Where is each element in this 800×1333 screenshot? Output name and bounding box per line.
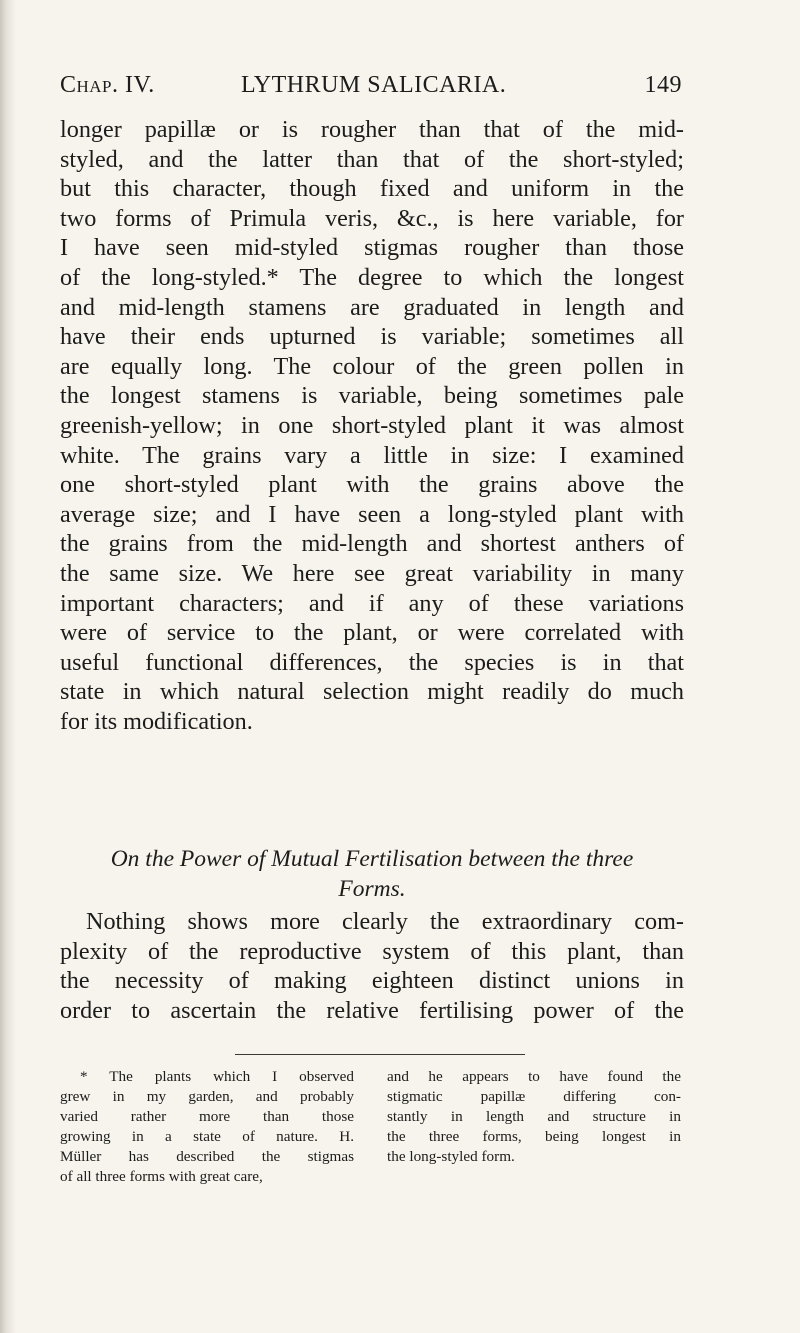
footnote-line: the three forms, being longest in [387, 1128, 681, 1145]
text-line: are equally long. The colour of the green pollen in [60, 352, 684, 380]
text-line: I have seen mid-styled stigmas rougher than those [60, 234, 684, 262]
text-line: Nothing shows more clearly the extraordinary com- [86, 908, 684, 935]
text-line: the same size. We here see great variability in many [60, 559, 684, 587]
footnote-left-column [60, 1067, 354, 1187]
text-line: greenish-yellow; in one short-styled plant it was almost [60, 411, 684, 439]
text-line: have their ends upturned is variable; sometimes all [60, 323, 684, 351]
footnote-right-column [387, 1067, 681, 1167]
footnote-line: stantly in length and structure in [387, 1108, 681, 1125]
footnote-line: * The plants which I observed [80, 1068, 354, 1085]
page-number: 149 [644, 72, 682, 98]
text-line: styled, and the latter than that of the short-styled; [60, 145, 684, 173]
section-heading [60, 845, 684, 904]
running-title: LYTHRUM SALICARIA. [241, 72, 507, 98]
text-line: for its modification. [60, 707, 253, 735]
text-line: plexity of the reproductive system of this plant, than [60, 937, 684, 965]
text-line: white. The grains vary a little in size: I examined [60, 441, 684, 469]
running-head [60, 72, 682, 102]
body-paragraph [60, 115, 684, 736]
chapter-label: Chap. IV. [60, 72, 155, 98]
footnote-line: grew in my garden, and probably [60, 1088, 354, 1105]
text-line: average size; and I have seen a long-styled plant with [60, 500, 684, 528]
text-line: useful functional differences, the species is in that [60, 648, 684, 676]
text-line: two forms of Primula veris, &c., is here variable, for [60, 204, 684, 232]
text-line: order to ascertain the relative fertilising power of the [60, 996, 684, 1024]
text-line: of the long-styled.* The degree to which the longest [60, 263, 684, 291]
text-line: important characters; and if any of these variations [60, 589, 684, 617]
text-line: one short-styled plant with the grains above the [60, 471, 684, 499]
text-line: state in which natural selection might readily do much [60, 678, 684, 706]
text-line: the grains from the mid-length and shortest anthers of [60, 530, 684, 558]
text-line: longer papillæ or is rougher than that of the mid- [60, 116, 684, 143]
second-paragraph [60, 907, 684, 1025]
footnote-rule [235, 1054, 525, 1055]
footnote-line: varied rather more than those [60, 1108, 354, 1125]
footnote-line: stigmatic papillæ differing con- [387, 1088, 681, 1105]
page-gutter [0, 0, 16, 1333]
footnote-line: Müller has described the stigmas [60, 1148, 354, 1165]
footnote-line: the long-styled form. [387, 1148, 515, 1165]
text-line: the necessity of making eighteen distinct unions in [60, 967, 684, 995]
footnote-line: and he appears to have found the [387, 1068, 681, 1085]
text-line: the longest stamens is variable, being sometimes pale [60, 382, 684, 410]
text-line: were of service to the plant, or were correlated with [60, 619, 684, 647]
footnote-line: of all three forms with great care, [60, 1168, 263, 1185]
section-heading-line: Forms. [338, 875, 406, 902]
text-line: and mid-length stamens are graduated in length and [60, 293, 684, 321]
section-heading-line: On the Power of Mutual Fertilisation between the three [110, 846, 634, 872]
text-line: but this character, though fixed and uniform in the [60, 175, 684, 203]
footnote-line: growing in a state of nature. H. [60, 1128, 354, 1145]
